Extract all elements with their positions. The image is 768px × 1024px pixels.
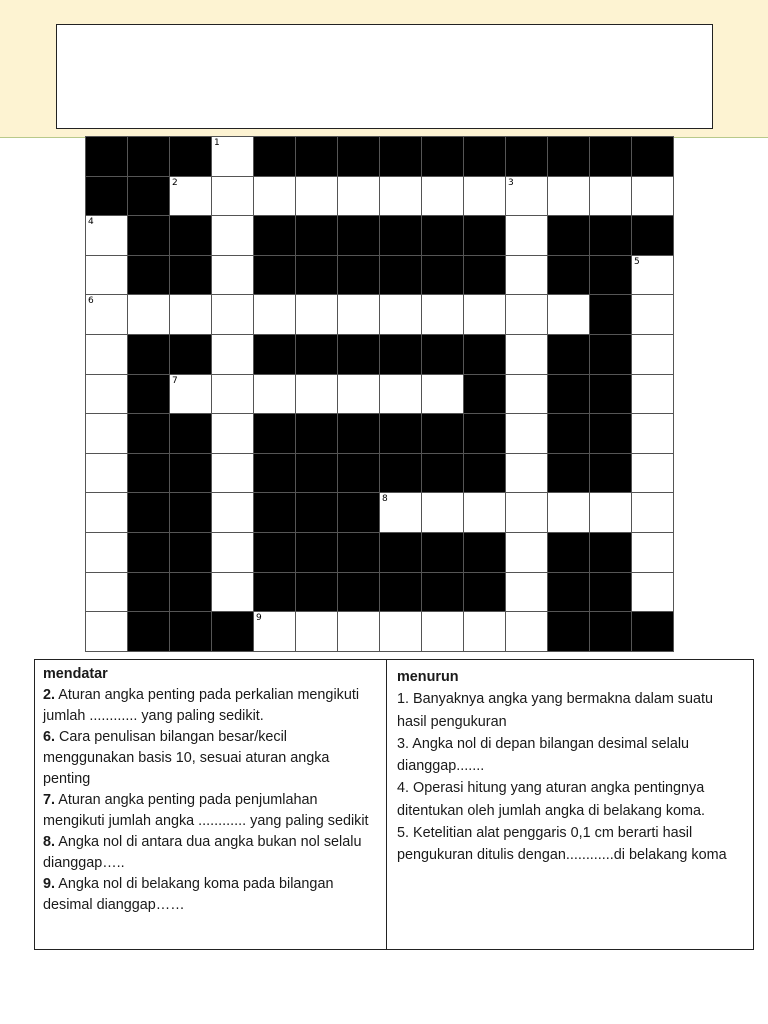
crossword-block-cell	[128, 137, 170, 177]
crossword-answer-cell[interactable]	[170, 295, 212, 335]
crossword-answer-cell[interactable]	[296, 375, 338, 415]
crossword-block-cell	[380, 256, 422, 296]
crossword-block-cell	[170, 493, 212, 533]
crossword-answer-cell[interactable]	[506, 335, 548, 375]
clue-number-label: 9	[256, 613, 262, 624]
title-box	[56, 24, 713, 129]
clue-number: 2.	[43, 687, 56, 703]
crossword-answer-cell[interactable]	[296, 295, 338, 335]
crossword-answer-cell[interactable]	[86, 414, 128, 454]
crossword-answer-cell[interactable]	[422, 493, 464, 533]
crossword-block-cell	[464, 533, 506, 573]
crossword-block-cell	[380, 335, 422, 375]
crossword-block-cell	[296, 493, 338, 533]
crossword-block-cell	[128, 493, 170, 533]
crossword-block-cell	[170, 137, 212, 177]
crossword-answer-cell[interactable]	[506, 295, 548, 335]
crossword-block-cell	[422, 335, 464, 375]
crossword-block-cell	[380, 533, 422, 573]
crossword-block-cell	[170, 454, 212, 494]
clue-number: 1.	[397, 691, 410, 708]
crossword-answer-cell[interactable]	[506, 533, 548, 573]
crossword-answer-cell[interactable]	[506, 573, 548, 613]
crossword-answer-cell[interactable]	[464, 493, 506, 533]
crossword-block-cell	[548, 414, 590, 454]
crossword-block-cell	[590, 256, 632, 296]
clue-number-label: 2	[172, 177, 178, 188]
crossword-block-cell	[296, 335, 338, 375]
crossword-block-cell	[464, 573, 506, 613]
crossword-block-cell	[590, 335, 632, 375]
crossword-block-cell	[632, 137, 674, 177]
crossword-answer-cell[interactable]	[632, 177, 674, 217]
crossword-answer-cell[interactable]	[212, 295, 254, 335]
clue-text: Operasi hitung yang aturan angka pentingnya ditentukan oleh jumlah angka di belakang koma.	[397, 780, 706, 819]
crossword-answer-cell[interactable]	[632, 256, 674, 296]
crossword-answer-cell[interactable]	[212, 573, 254, 613]
crossword-block-cell	[548, 612, 590, 652]
crossword-answer-cell[interactable]	[212, 454, 254, 494]
crossword-answer-cell[interactable]	[632, 375, 674, 415]
crossword-answer-cell[interactable]	[422, 177, 464, 217]
crossword-block-cell	[254, 573, 296, 613]
crossword-answer-cell[interactable]	[506, 454, 548, 494]
clue-number: 9.	[43, 876, 56, 892]
crossword-block-cell	[170, 335, 212, 375]
crossword-answer-cell[interactable]	[380, 493, 422, 533]
crossword-block-cell	[422, 533, 464, 573]
crossword-block-cell	[548, 216, 590, 256]
down-clues-box	[386, 659, 754, 950]
crossword-block-cell	[170, 573, 212, 613]
crossword-block-cell	[548, 573, 590, 613]
crossword-answer-cell[interactable]	[506, 414, 548, 454]
crossword-block-cell	[464, 335, 506, 375]
crossword-answer-cell[interactable]	[212, 375, 254, 415]
crossword-grid	[85, 136, 674, 652]
crossword-block-cell	[128, 335, 170, 375]
crossword-block-cell	[296, 454, 338, 494]
crossword-block-cell	[590, 414, 632, 454]
crossword-answer-cell[interactable]	[338, 375, 380, 415]
crossword-block-cell	[380, 414, 422, 454]
clue-number: 7.	[43, 792, 56, 808]
crossword-answer-cell[interactable]	[128, 295, 170, 335]
clue-text: Ketelitian alat penggaris 0,1 cm berarti hasil pengukuran ditulis dengan............di belakang koma	[397, 825, 727, 864]
crossword-block-cell	[338, 454, 380, 494]
crossword-block-cell	[590, 216, 632, 256]
crossword-block-cell	[632, 612, 674, 652]
clue-number-label: 5	[634, 256, 640, 267]
crossword-block-cell	[590, 573, 632, 613]
crossword-answer-cell[interactable]	[212, 177, 254, 217]
crossword-answer-cell[interactable]	[212, 216, 254, 256]
crossword-answer-cell[interactable]	[590, 177, 632, 217]
down-heading: menurun	[397, 669, 459, 685]
crossword-block-cell	[170, 216, 212, 256]
crossword-answer-cell[interactable]	[464, 295, 506, 335]
clue-number: 5.	[397, 825, 410, 842]
crossword-block-cell	[254, 335, 296, 375]
crossword-answer-cell[interactable]	[212, 137, 254, 177]
crossword-block-cell	[254, 454, 296, 494]
clue-number: 6.	[43, 729, 56, 745]
crossword-block-cell	[170, 533, 212, 573]
crossword-answer-cell[interactable]	[632, 454, 674, 494]
crossword-answer-cell[interactable]	[464, 177, 506, 217]
crossword-answer-cell[interactable]	[296, 612, 338, 652]
crossword-block-cell	[422, 454, 464, 494]
crossword-answer-cell[interactable]	[86, 533, 128, 573]
crossword-block-cell	[380, 573, 422, 613]
crossword-block-cell	[464, 454, 506, 494]
crossword-block-cell	[338, 573, 380, 613]
crossword-answer-cell[interactable]	[506, 612, 548, 652]
crossword-block-cell	[128, 375, 170, 415]
crossword-answer-cell[interactable]	[548, 295, 590, 335]
crossword-block-cell	[296, 256, 338, 296]
crossword-block-cell	[128, 612, 170, 652]
clue-number: 3.	[397, 735, 410, 752]
crossword-block-cell	[254, 414, 296, 454]
crossword-block-cell	[338, 216, 380, 256]
crossword-answer-cell[interactable]	[506, 216, 548, 256]
crossword-block-cell	[590, 137, 632, 177]
across-clue-list	[43, 685, 379, 916]
crossword-block-cell	[590, 454, 632, 494]
crossword-block-cell	[338, 256, 380, 296]
crossword-block-cell	[464, 216, 506, 256]
crossword-answer-cell[interactable]	[86, 295, 128, 335]
clue-text: Cara penulisan bilangan besar/kecil menggunakan basis 10, sesuai aturan angka penting	[43, 729, 330, 787]
crossword-block-cell	[548, 256, 590, 296]
clue-number-label: 4	[88, 217, 94, 228]
across-clue-item	[43, 832, 379, 874]
crossword-answer-cell[interactable]	[632, 335, 674, 375]
clue-number-label: 3	[508, 177, 514, 188]
crossword-answer-cell[interactable]	[632, 533, 674, 573]
crossword-answer-cell[interactable]	[86, 493, 128, 533]
crossword-block-cell	[548, 335, 590, 375]
crossword-block-cell	[128, 414, 170, 454]
across-clues-box	[34, 659, 388, 950]
clue-number-label: 7	[172, 375, 178, 386]
crossword-block-cell	[548, 454, 590, 494]
clue-number-label: 1	[214, 138, 220, 148]
crossword-block-cell	[254, 493, 296, 533]
crossword-answer-cell[interactable]	[380, 375, 422, 415]
crossword-answer-cell[interactable]	[254, 295, 296, 335]
crossword-block-cell	[590, 612, 632, 652]
crossword-answer-cell[interactable]	[212, 533, 254, 573]
crossword-answer-cell[interactable]	[170, 177, 212, 217]
crossword-block-cell	[464, 256, 506, 296]
crossword-block-cell	[590, 533, 632, 573]
crossword-answer-cell[interactable]	[338, 177, 380, 217]
crossword-block-cell	[128, 216, 170, 256]
down-clue-item	[397, 777, 743, 822]
crossword-block-cell	[254, 533, 296, 573]
down-clue-list	[397, 688, 743, 866]
crossword-answer-cell[interactable]	[632, 573, 674, 613]
clue-number: 4.	[397, 780, 410, 797]
crossword-block-cell	[254, 216, 296, 256]
crossword-answer-cell[interactable]	[86, 573, 128, 613]
crossword-block-cell	[590, 375, 632, 415]
down-clue-item	[397, 733, 743, 778]
crossword-answer-cell[interactable]	[422, 375, 464, 415]
crossword-answer-cell[interactable]	[212, 256, 254, 296]
crossword-answer-cell[interactable]	[86, 335, 128, 375]
crossword-block-cell	[338, 533, 380, 573]
crossword-answer-cell[interactable]	[86, 454, 128, 494]
crossword-block-cell	[338, 493, 380, 533]
crossword-block-cell	[338, 414, 380, 454]
across-clue-item	[43, 685, 379, 727]
crossword-block-cell	[254, 137, 296, 177]
crossword-answer-cell[interactable]	[380, 177, 422, 217]
down-clue-item	[397, 688, 743, 733]
crossword-answer-cell[interactable]	[632, 414, 674, 454]
crossword-answer-cell[interactable]	[86, 256, 128, 296]
crossword-answer-cell[interactable]	[86, 612, 128, 652]
clue-number-label: 8	[382, 494, 388, 505]
clue-text: Angka nol di antara dua angka bukan nol selalu dianggap…..	[43, 834, 362, 871]
crossword-block-cell	[338, 335, 380, 375]
crossword-answer-cell[interactable]	[212, 493, 254, 533]
across-clue-item	[43, 874, 379, 916]
crossword-block-cell	[548, 375, 590, 415]
crossword-block-cell	[464, 414, 506, 454]
crossword-block-cell	[296, 414, 338, 454]
crossword-answer-cell[interactable]	[86, 375, 128, 415]
crossword-block-cell	[590, 295, 632, 335]
clue-text: Angka nol di belakang koma pada bilangan desimal dianggap……	[43, 876, 334, 913]
crossword-block-cell	[422, 216, 464, 256]
crossword-answer-cell[interactable]	[590, 493, 632, 533]
crossword-block-cell	[632, 216, 674, 256]
crossword-answer-cell[interactable]	[380, 295, 422, 335]
crossword-answer-cell[interactable]	[212, 414, 254, 454]
crossword-block-cell	[170, 612, 212, 652]
crossword-block-cell	[296, 216, 338, 256]
crossword-answer-cell[interactable]	[506, 177, 548, 217]
header-band	[0, 0, 768, 138]
clue-text: Angka nol di depan bilangan desimal selalu dianggap.......	[397, 735, 690, 775]
crossword-answer-cell[interactable]	[506, 256, 548, 296]
across-clue-item	[43, 727, 379, 790]
crossword-answer-cell[interactable]	[338, 295, 380, 335]
crossword-block-cell	[86, 137, 128, 177]
crossword-block-cell	[548, 533, 590, 573]
crossword-block-cell	[464, 137, 506, 177]
crossword-answer-cell[interactable]	[254, 177, 296, 217]
crossword-answer-cell[interactable]	[212, 335, 254, 375]
across-heading: mendatar	[43, 666, 108, 682]
crossword-answer-cell[interactable]	[632, 295, 674, 335]
crossword-answer-cell[interactable]	[422, 295, 464, 335]
crossword-block-cell	[422, 256, 464, 296]
down-clue-item	[397, 822, 743, 867]
crossword-block-cell	[128, 454, 170, 494]
crossword-block-cell	[170, 256, 212, 296]
crossword-block-cell	[548, 137, 590, 177]
crossword-block-cell	[212, 612, 254, 652]
crossword-block-cell	[380, 216, 422, 256]
crossword-block-cell	[338, 137, 380, 177]
across-clue-item	[43, 790, 379, 832]
crossword-block-cell	[86, 177, 128, 217]
crossword-block-cell	[422, 414, 464, 454]
crossword-answer-cell[interactable]	[170, 375, 212, 415]
clue-number: 8.	[43, 834, 56, 850]
crossword-answer-cell[interactable]	[380, 612, 422, 652]
crossword-block-cell	[422, 573, 464, 613]
clue-text: Aturan angka penting pada penjumlahan mengikuti jumlah angka ............ yang paling sedikit	[43, 792, 369, 829]
crossword-answer-cell[interactable]	[338, 612, 380, 652]
crossword-block-cell	[506, 137, 548, 177]
crossword-block-cell	[296, 573, 338, 613]
crossword-block-cell	[296, 137, 338, 177]
crossword-block-cell	[128, 177, 170, 217]
crossword-block-cell	[296, 533, 338, 573]
crossword-block-cell	[380, 137, 422, 177]
crossword-answer-cell[interactable]	[296, 177, 338, 217]
crossword-block-cell	[422, 137, 464, 177]
clue-number-label: 6	[88, 296, 94, 307]
crossword-block-cell	[128, 573, 170, 613]
crossword-answer-cell[interactable]	[254, 375, 296, 415]
clue-text: Banyaknya angka yang bermakna dalam suatu hasil pengukuran	[397, 691, 714, 730]
crossword-answer-cell[interactable]	[548, 493, 590, 533]
crossword-answer-cell[interactable]	[422, 612, 464, 652]
crossword-block-cell	[464, 375, 506, 415]
crossword-answer-cell[interactable]	[86, 216, 128, 256]
crossword-block-cell	[170, 414, 212, 454]
crossword-answer-cell[interactable]	[632, 493, 674, 533]
crossword-answer-cell[interactable]	[506, 375, 548, 415]
crossword-answer-cell[interactable]	[464, 612, 506, 652]
crossword-block-cell	[128, 533, 170, 573]
crossword-block-cell	[254, 256, 296, 296]
crossword-answer-cell[interactable]	[548, 177, 590, 217]
crossword-answer-cell[interactable]	[254, 612, 296, 652]
clue-text: Aturan angka penting pada perkalian mengikuti jumlah ............ yang paling sedikit.	[43, 687, 360, 724]
crossword-block-cell	[128, 256, 170, 296]
crossword-block-cell	[380, 454, 422, 494]
crossword-answer-cell[interactable]	[506, 493, 548, 533]
